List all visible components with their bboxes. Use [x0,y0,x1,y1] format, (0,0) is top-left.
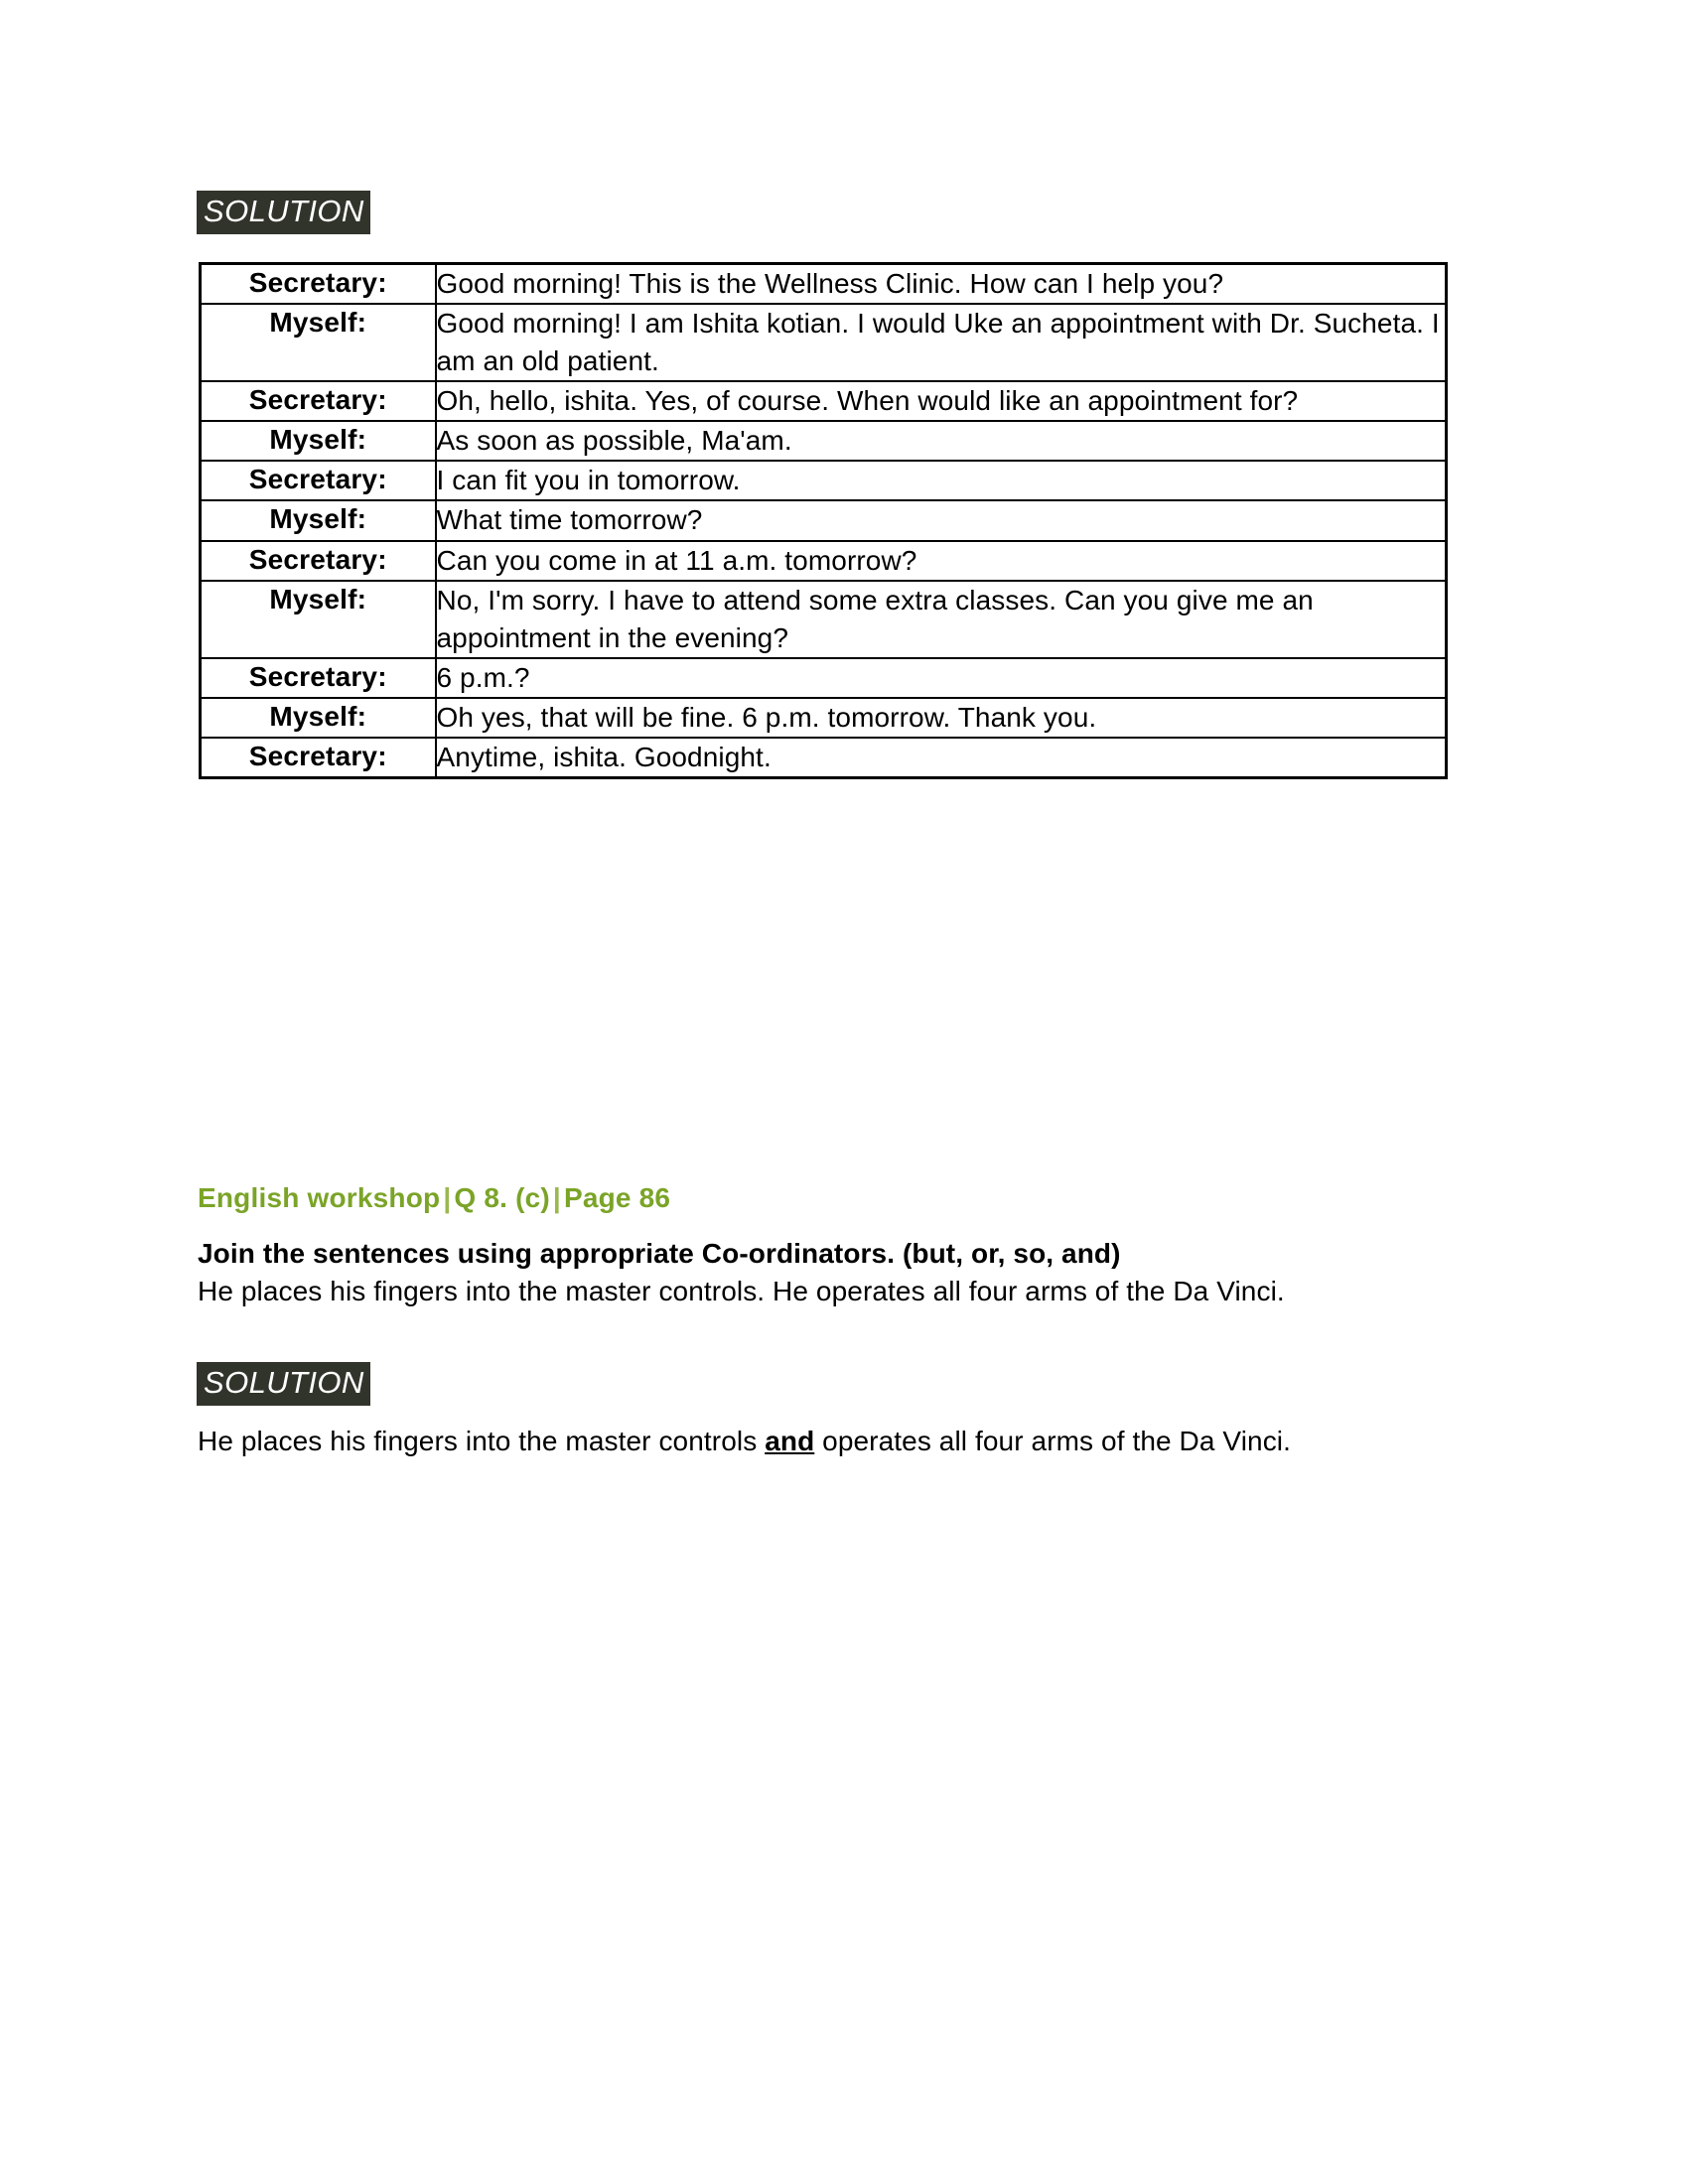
reference-separator-2: | [552,1182,561,1213]
dialogue-cell [436,381,1447,421]
table-row [201,658,1447,698]
dialogue-text: Oh, hello, ishita. Yes, of course. When would like an appointment for? [436,385,1299,417]
speaker-cell: Secretary: [201,738,436,778]
table-row [201,581,1447,658]
reference-separator-1: | [443,1182,452,1213]
speaker-cell: Secretary: [201,461,436,500]
dialogue-text: No, I'm sorry. I have to attend some extra classes. Can you give me an appointment in the evening? [436,584,1314,653]
dialogue-text: Oh yes, that will be fine. 6 p.m. tomorrow. Thank you. [436,701,1097,733]
speaker-cell: Myself: [201,581,436,658]
table-row [201,461,1447,500]
dialogue-table-container [199,262,1445,779]
dialogue-cell [436,461,1447,500]
answer-block [198,1422,1469,1461]
speaker-cell: Secretary: [201,264,436,305]
dialogue-cell [436,658,1447,698]
dialogue-text: 6 p.m.? [436,661,530,693]
dialogue-cell [436,421,1447,461]
dialogue-text: I can fit you in tomorrow. [436,465,741,496]
dialogue-cell [436,304,1447,381]
solution-badge-answer [197,1362,370,1406]
answer-text-before: He places his fingers into the master controls [198,1426,766,1456]
speaker-cell: Myself: [201,421,436,461]
dialogue-cell [436,264,1447,305]
table-row [201,304,1447,381]
table-row [201,421,1447,461]
answer-text-after: operates all four arms of the Da Vinci. [814,1426,1291,1456]
speaker-cell: Myself: [201,500,436,540]
solution-label: SOLUTION [197,191,370,234]
question-body: He places his fingers into the master controls. He operates all four arms of the Da Vinci. [198,1276,1285,1307]
speaker-cell: Myself: [201,304,436,381]
dialogue-cell [436,738,1447,778]
speaker-cell: Myself: [201,698,436,738]
dialogue-text: Anytime, ishita. Goodnight. [436,741,772,772]
table-row [201,541,1447,581]
question-prompt: Join the sentences using appropriate Co-ordinators. (but, or, so, and) [198,1238,1121,1269]
speaker-cell: Secretary: [201,658,436,698]
reference-question-number: Q 8. (c) [454,1182,550,1213]
dialogue-text: Can you come in at 11 a.m. tomorrow? [436,544,917,576]
reference-heading [198,1182,670,1214]
dialogue-cell [436,541,1447,581]
dialogue-text: Good morning! I am Ishita kotian. I would Uke an appointment with Dr. Sucheta. I am an old patient. [436,308,1440,377]
dialogue-text: Good morning! This is the Wellness Clinic. How can I help you? [436,268,1224,299]
dialogue-text: As soon as possible, Ma'am. [436,425,792,457]
table-row [201,738,1447,778]
dialogue-cell [436,581,1447,658]
dialogue-table [199,262,1448,779]
answer-conjunction: and [765,1426,815,1456]
table-row [201,381,1447,421]
reference-source: English workshop [198,1182,441,1213]
table-row [201,264,1447,305]
solution-label: SOLUTION [197,1362,370,1406]
dialogue-cell [436,698,1447,738]
table-row [201,500,1447,540]
question-block [198,1236,1518,1310]
dialogue-table-body [201,264,1447,778]
dialogue-cell [436,500,1447,540]
solution-badge-dialogue [197,191,370,234]
dialogue-text: What time tomorrow? [436,504,703,536]
speaker-cell: Secretary: [201,381,436,421]
speaker-cell: Secretary: [201,541,436,581]
table-row [201,698,1447,738]
reference-page: Page 86 [563,1182,671,1213]
